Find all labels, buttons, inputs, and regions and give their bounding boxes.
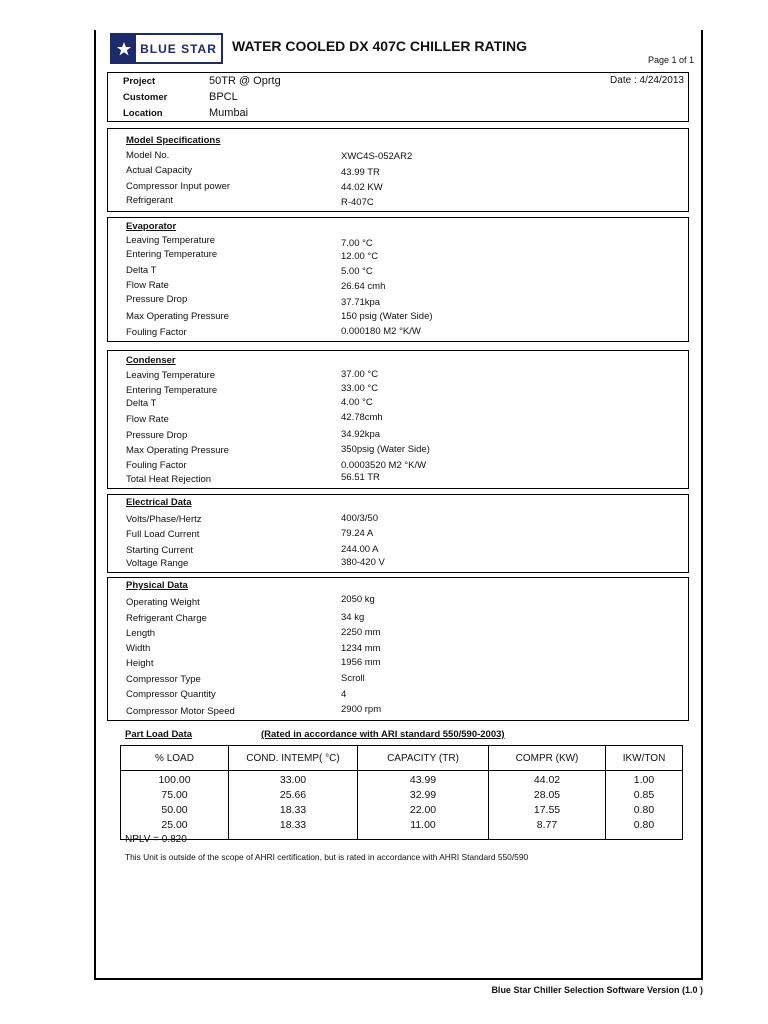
spec-value: 56.51 TR [341,472,380,483]
spec-label: Delta T [126,265,157,276]
section-title: Condenser [126,355,176,366]
spec-value: 26.64 cmh [341,281,386,292]
spec-value: 1956 mm [341,657,381,668]
spec-value: 7.00 °C [341,238,373,249]
capacity-cell [358,771,489,840]
part-load-note: (Rated in accordance with ARI standard 550/590-2003) [261,729,505,740]
table-cell: 43.99 [409,774,437,786]
spec-value: R-407C [341,197,374,208]
table-cell: 0.80 [633,804,655,816]
table-cell: 50.00 [161,804,188,816]
electrical-data-box [107,494,689,573]
spec-value: 34 kg [341,612,365,623]
table-cell: 17.55 [533,804,561,816]
spec-label: Height [126,658,154,669]
spec-label: Compressor Type [126,674,201,685]
spec-value: 79.24 A [341,528,374,539]
spec-value: 150 psig (Water Side) [341,311,433,322]
spec-label: Entering Temperature [126,249,218,260]
spec-label: Actual Capacity [126,165,193,176]
spec-label: Pressure Drop [126,294,188,305]
document-title: WATER COOLED DX 407C CHILLER RATING [232,38,528,54]
table-cell: 25.66 [279,789,307,801]
spec-value: 5.00 °C [341,266,373,277]
table-cell: 32.99 [409,789,437,801]
section-title: Electrical Data [126,497,192,508]
spec-label: Entering Temperature [126,385,218,396]
compr-kw-cell [489,771,606,840]
star-icon [112,35,136,62]
table-cell: 25.00 [161,819,188,831]
customer-label: Customer [123,92,168,103]
spec-value: 4 [341,689,347,700]
spec-value: 1234 mm [341,643,381,654]
spec-label: Volts/Phase/Hertz [126,514,202,525]
section-title: Model Specifications [126,135,221,146]
software-version-footer: Blue Star Chiller Selection Software Version (1.0 ) [491,985,703,995]
evaporator-box [107,217,689,342]
table-cell: 18.33 [279,819,307,831]
spec-value: 12.00 °C [341,251,379,262]
spec-value: 380-420 V [341,557,385,568]
column-header: COMPR (KW) [489,746,606,771]
table-cell: 0.80 [633,819,655,831]
spec-label: Refrigerant [126,195,173,206]
spec-label: Leaving Temperature [126,370,216,381]
table-cell: 11.00 [410,819,436,831]
spec-label: Leaving Temperature [126,235,216,246]
spec-value: 400/3/50 [341,513,378,524]
spec-value: 37.71kpa [341,297,381,308]
spec-label: Refrigerant Charge [126,613,207,624]
part-load-table [120,745,683,840]
brand-logo [110,33,223,64]
spec-label: Width [126,643,151,654]
page-number: Page 1 of 1 [647,55,694,65]
spec-value: 2250 mm [341,627,381,638]
table-cell: 75.00 [161,789,188,801]
spec-value: 2050 kg [341,594,375,605]
table-cell: 1.00 [633,774,655,786]
spec-label: Length [126,628,156,639]
table-cell: 8.77 [536,819,558,831]
table-cell: 28.05 [533,789,561,801]
section-title: Evaporator [126,221,177,232]
spec-value: 4.00 °C [341,397,373,408]
spec-label: Full Load Current [126,529,200,540]
spec-label: Compressor Quantity [126,689,216,700]
cond-temp-cell [229,771,358,840]
column-header: CAPACITY (TR) [358,746,489,771]
customer-value: BPCL [209,91,238,103]
spec-label: Flow Rate [126,414,169,425]
brand-name: BLUE STAR [140,41,217,56]
table-header-row [121,746,683,771]
spec-label: Flow Rate [126,280,169,291]
spec-label: Voltage Range [126,558,189,569]
location-label: Location [123,108,163,119]
spec-value: 42.78cmh [341,412,383,423]
spec-value: 244.00 A [341,544,379,555]
spec-label: Compressor Motor Speed [126,706,235,717]
spec-value: 33.00 °C [341,383,379,394]
table-cell: 100.00 [158,774,191,786]
nplv-value: NPLV = 0.820 [125,834,187,845]
column-header: % LOAD [121,746,229,771]
part-load-title: Part Load Data [125,729,193,740]
spec-label: Model No. [126,150,170,161]
physical-data-box [107,577,689,721]
spec-label: Starting Current [126,545,194,556]
spec-label: Max Operating Pressure [126,311,229,322]
column-header: IKW/TON [606,746,683,771]
spec-label: Fouling Factor [126,460,187,471]
project-label: Project [123,76,156,87]
table-cell: 22.00 [409,804,437,816]
spec-value: Scroll [341,673,365,684]
spec-value: 2900 rpm [341,704,382,715]
spec-value: 44.02 KW [341,182,383,193]
spec-value: 34.92kpa [341,429,381,440]
table-cell: 44.02 [533,774,561,786]
spec-value: XWC4S-052AR2 [341,151,413,162]
spec-label: Delta T [126,398,157,409]
table-row [121,771,683,840]
project-value: 50TR @ Oprtg [209,75,281,87]
location-value: Mumbai [209,107,249,119]
load-percent-cell [121,771,229,840]
ahri-note: This Unit is outside of the scope of AHRI certification, but is rated in accordance with AHRI Standard 550/590 [125,852,529,862]
model-specifications-box [107,128,689,212]
spec-label: Pressure Drop [126,430,188,441]
table-cell: 33.00 [279,774,307,786]
spec-label: Operating Weight [126,597,200,608]
spec-value: 350psig (Water Side) [341,444,430,455]
spec-value: 37.00 °C [341,369,379,380]
spec-label: Compressor Input power [126,181,231,192]
section-title: Physical Data [126,580,188,591]
spec-value: 0.000180 M2 °K/W [341,326,421,337]
spec-value: 0.0003520 M2 °K/W [341,460,427,471]
spec-label: Max Operating Pressure [126,445,229,456]
condenser-box [107,350,689,489]
ikw-ton-cell [606,771,683,840]
spec-value: 43.99 TR [341,167,380,178]
table-cell: 18.33 [279,804,307,816]
table-cell: 0.85 [633,789,655,801]
spec-label: Total Heat Rejection [126,474,212,485]
spec-label: Fouling Factor [126,327,187,338]
column-header: COND. INTEMP( °C) [229,746,358,771]
project-box [107,72,689,122]
report-date: Date : 4/24/2013 [610,75,684,86]
